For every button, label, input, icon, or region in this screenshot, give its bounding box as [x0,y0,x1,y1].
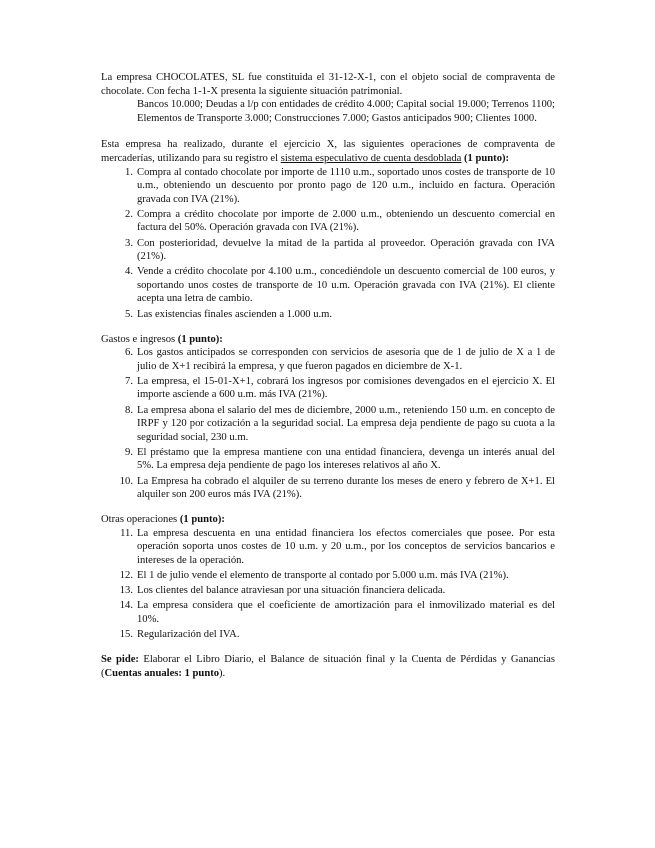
list-item: 10. La Empresa ha cobrado el alquiler de su terreno durante los meses de enero y febrero de X+1. El alquiler son 200 euros más IVA (21%). [119,475,555,501]
list-item: 8. La empresa abona el salario del mes de diciembre, 2000 u.m., reteniendo 150 u.m. en concepto de IRPF y 120 por cotización a la seguridad social. La empresa deja pendiente de pago su cuota a la seguridad social, 230 u.m. [125,404,555,443]
list-item: 4. Vende a crédito chocolate por 4.100 u.m., concediéndole un descuento comercial de 100 euros, y soportando unos costes de transporte de 10 u.m. Operación gravada con IVA (21%). El cliente acepta una letra de cambio. [125,266,555,305]
initial-balance: Bancos 10.000; Deudas a l/p con entidades de crédito 4.000; Capital social 19.000; Terrenos 1100; Elementos de Transporte 3.000; Construcciones 7.000; Gastos anticipados 900; Clientes 1000. [137,99,555,124]
section3-list [101,527,555,642]
list-item: 7. La empresa, el 15-01-X+1, cobrará los ingresos por comisiones devengados en el ejercicio X. El importe asciende a 600 u.m. más IVA (21%). [125,375,555,401]
list-item: 9. El préstamo que la empresa mantiene con una entidad financiera, devenga un interés anual del 5%. La empresa deja pendiente de pago los intereses relativos al año X. [125,446,555,472]
intro-paragraph: La empresa CHOCOLATES, SL fue constituida el 31-12-X-1, con el objeto social de compraventa de chocolate. Con fecha 1-1-X presenta la siguiente situación patrimonial. [101,72,555,97]
list-item: 5. Las existencias finales ascienden a 1.000 u.m. [125,308,333,320]
list-item: 15. Regularización del IVA. [119,628,240,640]
list-item: 3. Con posterioridad, devuelve la mitad de la partida al proveedor. Operación gravada con IVA (21%). [125,237,555,263]
section1-lead: Esta empresa ha realizado, durante el ejercicio X, las siguientes operaciones de compraventa de mercaderías, utilizando para su registro el [101,139,555,164]
task-statement: Se pide: Elaborar el Libro Diario, el Balance de situación final y la Cuenta de Pérdidas y Ganancias (Cuentas anuales: 1 punto). [101,654,555,679]
section1-points: (1 punto): [464,152,510,164]
section1-list [101,166,555,322]
list-item: 12. El 1 de julio vende el elemento de transporte al contado por 5.000 u.m. más IVA (21%). [119,570,509,582]
task-label: Se pide: [101,654,139,666]
list-item: 13. Los clientes del balance atraviesan por una situación financiera delicada. [119,585,446,597]
section2-heading: Gastos e ingresos (1 punto): [101,333,223,345]
section2-points: (1 punto): [177,333,223,345]
list-item: 1. Compra al contado chocolate por importe de 1110 u.m., soportado unos costes de transporte de 10 u.m., obteniendo un descuento por pronto pago de 120 u.m., incluido en factura. Operación gravada con IVA (21%). [125,166,555,205]
section3-heading: Otras operaciones (1 punto): [101,514,225,526]
list-item: 11. La empresa descuenta en una entidad financiera los efectos comerciales que posee. Por esta operación soporta unos costes de 10 u.m. y 20 u.m., por los conceptos de servicios bancarios e intereses de la operación. [120,527,555,566]
section3-points: (1 punto): [179,514,225,526]
section2-list [101,346,555,502]
task-points: Cuentas anuales: 1 punto [104,667,220,679]
accounting-method: sistema especulativo de cuenta desdoblada [280,152,462,164]
list-item: 14. La empresa considera que el coeficiente de amortización para el inmovilizado material es del 10%. [119,600,555,625]
section1-intro [101,138,555,165]
document-page [101,71,555,680]
list-item: 2. Compra a crédito chocolate por importe de 2.000 u.m., obteniendo un descuento comercial en factura del 50%. Operación gravada con IVA (21%). [125,208,555,234]
list-item: 6. Los gastos anticipados se corresponden con servicios de asesoría que de 1 de julio de X a 1 de julio de X+1 recibirá la empresa, y que fueron pagados en diciembre de X-1. [125,347,555,372]
